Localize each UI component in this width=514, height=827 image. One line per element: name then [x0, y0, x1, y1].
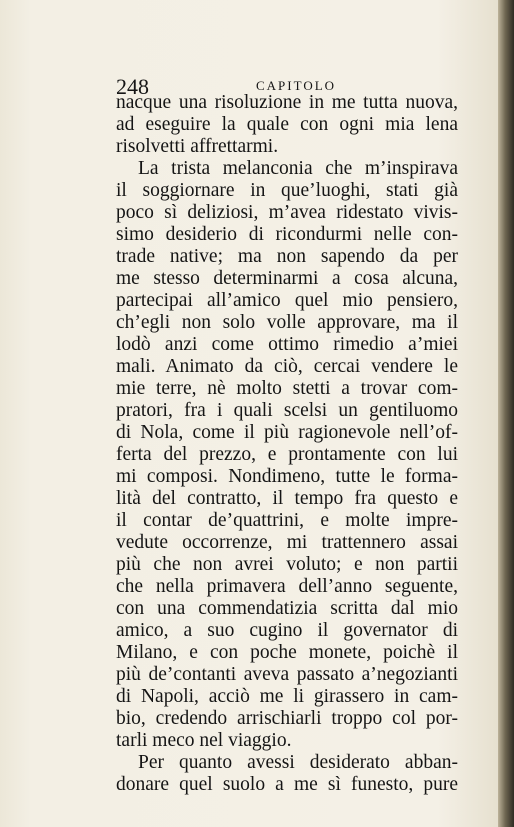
text-line: nacque una risoluzione in me tutta nuova, [116, 92, 458, 113]
text-line: amico, a suo cugino il governator di [116, 620, 458, 641]
body-text [116, 92, 458, 796]
text-line: poco sì deliziosi, m’avea ridestato vivis- [116, 202, 458, 223]
text-line: mi composi. Nondimeno, tutte le forma- [116, 466, 458, 487]
text-line: partecipai all’amico quel mio pensiero, [116, 290, 458, 311]
paragraph [116, 158, 458, 752]
text-line: più che non avrei voluto; e non partii [116, 554, 458, 575]
paragraph [116, 752, 458, 796]
text-line: che nella primavera dell’anno seguente, [116, 576, 458, 597]
text-line: tarli meco nel viaggio. [116, 730, 292, 751]
text-line: lodò anzi come ottimo rimedio a’miei [116, 334, 458, 355]
paragraph [116, 92, 458, 158]
page-number: 248 [116, 74, 149, 99]
text-line: il soggiornare in que’luoghi, stati già [116, 180, 458, 201]
text-line: mie terre, nè molto stetti a trovar com- [116, 378, 458, 399]
text-line: pratori, fra i quali scelsi un gentiluomo [116, 400, 458, 421]
text-line: Milano, e con poche monete, poichè il [116, 642, 458, 663]
running-head: CAPITOLO [256, 78, 337, 93]
text-line: il contar de’quattrini, e molte impre- [116, 510, 458, 531]
text-line: ch’egli non solo volle approvare, ma il [116, 312, 458, 333]
text-line: La trista melanconia che m’inspirava [138, 158, 458, 179]
text-line: lità del contratto, il tempo fra questo e [116, 488, 458, 509]
text-line: mali. Animato da ciò, cercai vendere le [116, 356, 458, 377]
text-line: vedute occorrenze, mi trattennero assai [116, 532, 458, 553]
text-line: ad eseguire la quale con ogni mia lena [116, 114, 458, 135]
book-spine-shadow [498, 0, 514, 827]
text-line: di Napoli, acciò me li girassero in cam- [116, 686, 458, 707]
text-line: simo desiderio di ricondurmi nelle con- [116, 224, 458, 245]
text-line: trade native; ma non sapendo da per [116, 246, 458, 267]
text-line: con una commendatizia scritta dal mio [116, 598, 458, 619]
text-line: risolvetti affrettarmi. [116, 136, 279, 157]
text-line: ferta del prezzo, e prontamente con lui [116, 444, 458, 465]
text-line: donare quel suolo a me sì funesto, pure [116, 774, 458, 795]
text-line: di Nola, come il più ragionevole nell’of- [116, 422, 458, 443]
text-line: più de’contanti aveva passato a’negozianti [116, 664, 458, 685]
text-line: Per quanto avessi desiderato abban- [138, 752, 458, 773]
text-line: me stesso determinarmi a cosa alcuna, [116, 268, 458, 289]
text-line: bio, credendo arrischiarli troppo col por- [116, 708, 458, 729]
